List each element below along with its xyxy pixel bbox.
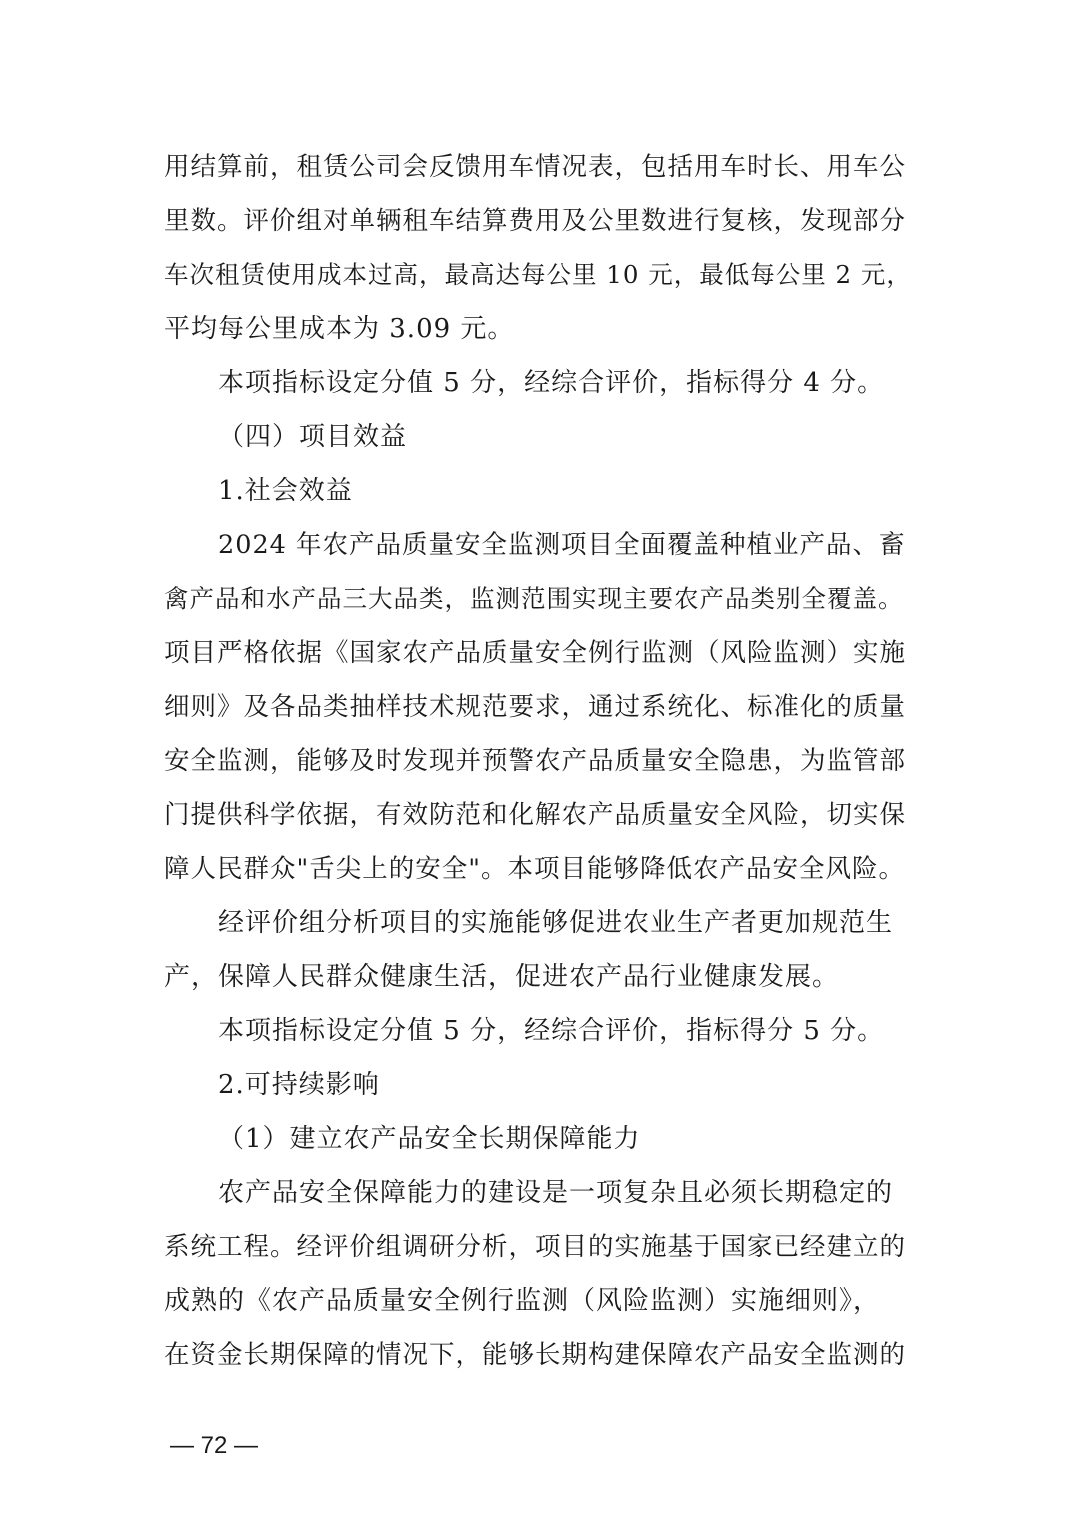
text-line: （四）项目效益 — [218, 422, 408, 452]
page-number: — 72 — — [170, 1432, 259, 1459]
text-line: 经评价组分析项目的实施能够促进农业生产者更加规范生 — [218, 908, 894, 938]
text-line: 项目严格依据《国家农产品质量安全例行监测（风险监测）实施 — [164, 638, 907, 668]
text-line: 细则》及各品类抽样技术规范要求，通过系统化、标准化的质量 — [164, 692, 907, 722]
text-line: 成熟的《农产品质量安全例行监测（风险监测）实施细则》， — [164, 1286, 881, 1316]
text-line: 产，保障人民群众健康生活，促进农产品行业健康发展。 — [164, 962, 840, 992]
text-line: 门提供科学依据，有效防范和化解农产品质量安全风险，切实保 — [164, 800, 907, 830]
text-line: 禽产品和水产品三大品类，监测范围实现主要农产品类别全覆盖。 — [164, 584, 904, 613]
text-line: 农产品安全保障能力的建设是一项复杂且必须长期稳定的 — [218, 1178, 894, 1208]
text-line: 2.可持续影响 — [218, 1070, 380, 1100]
body-text — [164, 140, 912, 1382]
text-line: 1.社会效益 — [218, 476, 353, 506]
text-line: 2024 年农产品质量安全监测项目全面覆盖种植业产品、畜 — [218, 530, 906, 560]
text-line: 本项指标设定分值 5 分，经综合评价，指标得分 5 分。 — [218, 1016, 885, 1046]
text-line: 里数。评价组对单辆租车结算费用及公里数进行复核，发现部分 — [164, 206, 907, 236]
text-line: 用结算前，租赁公司会反馈用车情况表，包括用车时长、用车公 — [164, 152, 907, 182]
text-line: （1）建立农产品安全长期保障能力 — [218, 1124, 641, 1154]
text-line: 障人民群众"舌尖上的安全"。本项目能够降低农产品安全风险。 — [164, 854, 905, 884]
text-line: 安全监测，能够及时发现并预警农产品质量安全隐患，为监管部 — [164, 746, 907, 776]
text-line: 平均每公里成本为 3.09 元。 — [164, 314, 515, 344]
text-line: 车次租赁使用成本过高，最高达每公里 10 元，最低每公里 2 元， — [164, 260, 912, 289]
text-line: 系统工程。经评价组调研分析，项目的实施基于国家已经建立的 — [164, 1232, 907, 1262]
text-line: 在资金长期保障的情况下，能够长期构建保障农产品安全监测的 — [164, 1340, 907, 1370]
text-line: 本项指标设定分值 5 分，经综合评价，指标得分 4 分。 — [218, 368, 885, 398]
